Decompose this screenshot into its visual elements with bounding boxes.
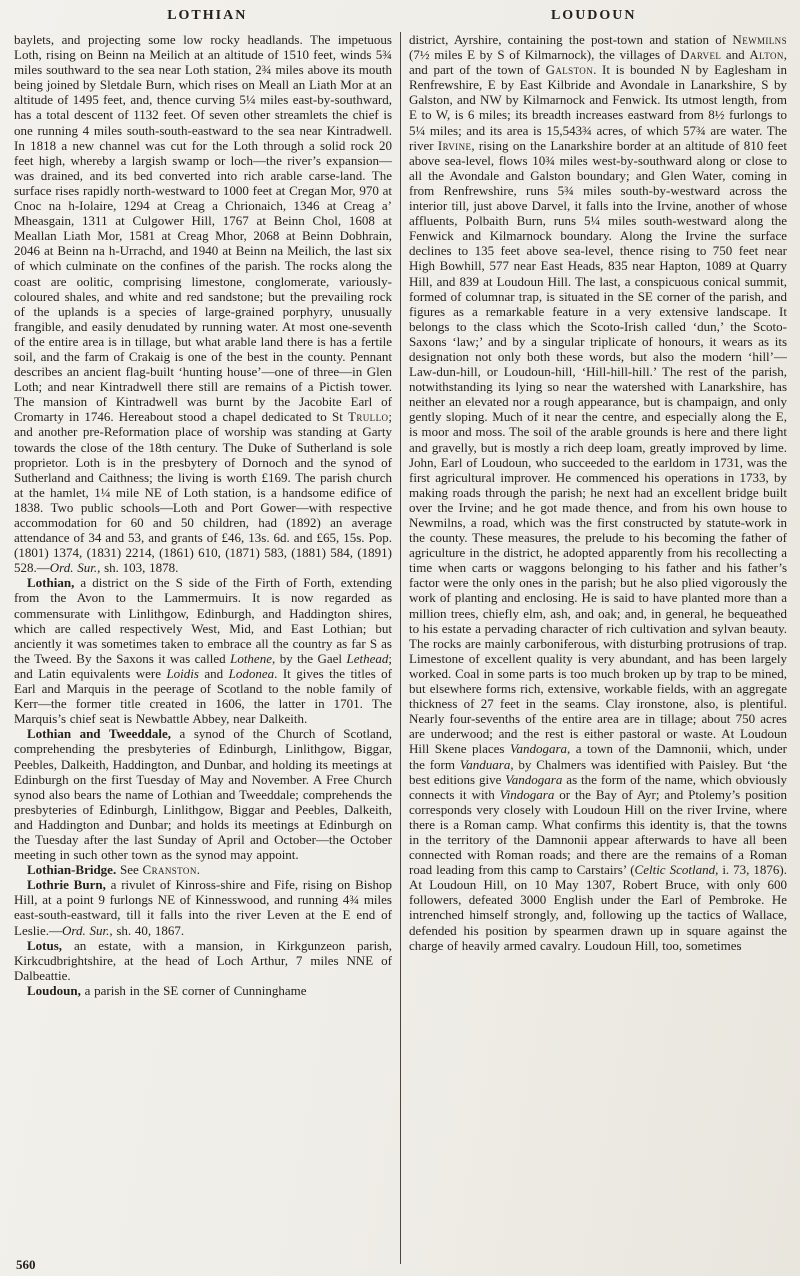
text-run: Vanduara xyxy=(459,756,511,772)
entry-paragraph xyxy=(14,32,392,575)
text-run: Cranston xyxy=(142,862,197,878)
text-run: See xyxy=(116,862,143,878)
text-run: Lethead xyxy=(346,650,389,666)
text-run: and xyxy=(198,665,229,681)
text-run: , by the Gael xyxy=(271,650,347,666)
entry-paragraph xyxy=(14,877,392,937)
page-number: 560 xyxy=(16,1257,36,1272)
text-run: . It gives the titles of Earl and Marquis in the peerage of Scotland to the noble family of Kerr—the former title created in 1606, the latter in 1701. The Marquis’s chief seat is Newbattle Abbey, near Dalkeith. xyxy=(14,665,392,727)
text-run: Newmilns xyxy=(732,32,787,47)
text-run: . xyxy=(196,862,200,878)
text-run: , sh. 40, 1867. xyxy=(109,922,185,938)
text-run: . It is bounded N by Eaglesham in Renfrewshire, E by East Kilbride and Avondale in Lanarkshire, S by Galston, and NW by Kilmarnock and Fenwick. Its utmost length, from E to W, is 6 miles; its breadth increases eastward from 8½ furlongs to 5¼ miles; and its area is 15,543¾ acres, of which 57¾ are water. The river xyxy=(409,62,787,153)
text-run: Galston xyxy=(545,62,594,78)
text-run: Darvel xyxy=(680,47,722,63)
text-run: Lothene xyxy=(230,650,272,666)
text-run: a district on the S side of the Firth of Forth, extending from the Avon to the Lammermuirs. It is now regarded as commensurate with Linlithgow, Edinburgh, and Haddington shires, which are called respectively West, Mid, and East Lothian; but anciently it was sometimes taken to embrace all the country as far S as the Tweed. By the Saxons it was called xyxy=(14,575,392,666)
text-run: , a town of the Damnonii, which, under the form xyxy=(409,741,787,772)
text-run: baylets, and projecting some low rocky headlands. The impetuous Loth, rising on Beinn na Meilich at an altitude of 1510 feet, winds 5¾ miles southward to the sea near Loth station, 2¾ miles above its mouth being joined by Sletdale Burn, which rises on Meall an Liath Mor at an altitude of 1495 feet, and, thence curving 5¼ miles east-by-southward, has a total descent of 1132 feet. Of seven other streamlets the chief is one running 4 miles south-south-eastward to the sea near Kintradwell. In 1818 a new channel was cut for the Loth through a solid rock 20 feet high, whereby a largish swamp or loch—the river’s expansion—was drained, and its bed converted into rich arable carse-land. The surface rises rapidly north-westward to 1000 feet at Cregan Mor, 970 at Cnoc na h-Iolaire, 1294 at Creag a Chrionaich, 1346 at Creag a’ Mheasgain, 1311 at Culgower Hill, 1767 at Beinn Chol, 1608 at Meallan Liath Mor, 1581 at Creag Mhor, 2068 at Beinn Dobhrain, 2046 at Beinn na h-Urrachd, and 1940 at Beinn na Meilich, the last six of which culminate on the confines of the parish. The rocks along the coast are oolitic, comprising limestone, conglomerate, variously-coloured shales, and white and red sandstone; but the prevailing rock of the uplands is a species of large-grained porphyry, unusually frangible, and easily denudated by running water. At most one-seventh of the entire area is in tillage, but what arable land there is has a fertile soil, and the farm of Crakaig is one of the best in the county. Pennant describes an ancient flag-built ‘hunting house’—one of three—in Glen Loth; and near Kintradwell there still are remains of a Pictish tower. The mansion of Kintradwell was burnt by the Jacobite Earl of Cromarty in 1746. Hereabout stood a chapel dedicated to St xyxy=(14,32,392,425)
text-run: Ord. Sur. xyxy=(62,922,110,938)
text-run: , sh. 103, 1878. xyxy=(97,560,179,576)
text-run: a parish in the SE corner of Cunninghame xyxy=(80,982,307,998)
text-run: Loidis xyxy=(166,665,199,681)
text-run: district, Ayrshire, containing the post-town and station of xyxy=(409,32,733,47)
text-run: Vandogara xyxy=(505,771,563,787)
text-run: , rising on the Lanarkshire border at an altitude of 810 feet above sea-level, flows 10¾ miles west-by-southward along or close to all the Avondale and Galston boundary; and Glen Water, coming in from Renfrewshire, runs 5¾ miles south-by-westward across the interior till, just above Darvel, it falls into the Irvine, another of whose affluents, Polbaith Burn, runs 5¼ miles south-westward along the Fenwick and Kilmarnock boundary. Along the Irvine the surface declines to 135 feet above sea-level, thence rising to 750 feet near High Bowhill, 577 near East Heads, 835 near Hapton, 1089 at Quarry Hill, and 839 at Loudoun Hill. The last, a conspicuous conical summit, formed of columnar trap, is situated in the SE corner of the parish, and figures as a remarkable feature in a very extensive landscape. It belongs to the class which the Scoto-Irish called ‘dun,’ the Scoto-Saxons ‘law;’ and by a singular triplicate of honours, it wears as its designation not only both these words, but also the modern ‘hill’—Law-dun-hill, or Loudoun-hill, ‘Hill-hill-hill.’ The rest of the parish, notwithstanding its lying so near the watershed with Lanarkshire, has neither an elevated nor a rough appearance, but is champaign, and only gently sloping. Much of it near the centre, and especially along the E, is moor and moss. The soil of the arable grounds is here and there light and gravelly, but is mostly a rich deep loam, greatly improved by lime. John, Earl of Loudoun, who succeeded to the earldom in 1731, was the first agricultural improver. He commenced his operations in 1733, by making roads through the parish; he next had an excellent bridge built over the Irvine; and he got made thence, and from his own house to Newmilns, a road, which was the first constructed by statute-work in the county. These measures, the prelude to his becoming the father of agriculture in the district, he adopted apparently from his recollecting a time when carts or waggons belonging to his father and his father’s factor were the only ones in the parish; but he also plied vigorously the work of planting and enclosing. He is said to have planted more than a million trees, chiefly elm, ash, and oak; and, in general, he bequeathed to his estate a pervading character of rich cultivation and sylvan beauty. The rocks are mainly carboniferous, with disturbing protrusions of trap. Limestone of excellent quality is very abundant, and has been largely worked. Coal in some parts is too much broken up by trap to be mined, but elsewhere forms rich, extensive, workable fields, with an aggregate thickness of 27 feet in the seams. Clay ironstone, also, is plentiful. Nearly four-sevenths of the entire area are in tillage; about 750 acres are underwood; and the rest is either pastoral or waste. At Loudoun Hill Skene places xyxy=(409,137,787,757)
entry-headword: Lothian-Bridge. xyxy=(27,862,117,878)
text-run: Vindogara xyxy=(499,786,555,802)
entry-headword: Lothrie Burn, xyxy=(27,877,106,893)
text-run: Celtic Scotland xyxy=(634,862,716,878)
text-run: , and part of the town of xyxy=(409,47,787,78)
entry-paragraph xyxy=(409,32,787,953)
entry-headword: Loudoun, xyxy=(27,982,81,998)
entry-paragraph xyxy=(14,862,392,877)
text-run: and xyxy=(721,47,750,63)
text-run: a synod of the Church of Scotland, comprehending the presbyteries of Edinburgh, Linlithgow, Biggar, Peebles, Dalkeith, Haddington, and Dunbar, and holding its meetings at Edinburgh on the first Tuesday of May and November. A Free Church synod also bears the name of Lothian and Tweeddale; comprehends the presbyteries of Edinburgh, Linlithgow, Biggar and Peebles, Dalkeith, and Haddington and Dunbar; and holds its meetings at Edinburgh on the Tuesday after the last Sunday of April and October—the October meeting in such other town as the synod may appoint. xyxy=(14,726,392,863)
text-run: an estate, with a mansion, in Kirkgunzeon parish, Kirkcudbrightshire, at the head of Loch Arthur, 7 miles NNE of Dalbeattie. xyxy=(14,937,392,983)
right-running-head: LOUDOUN xyxy=(550,8,637,23)
text-run: , by Chalmers was identified with Paisley. But ‘the best editions give xyxy=(409,756,787,787)
column-divider xyxy=(400,32,401,1264)
entry-headword: Lothian and Tweeddale, xyxy=(27,726,172,742)
entry-headword: Lotus, xyxy=(27,937,63,953)
text-run: , i. 73, 1876). At Loudoun Hill, on 10 May 1307, Robert Bruce, with only 600 followers, defeated 3000 English under the Earl of Pembroke. He intrenched himself strongly, and, following up the tactics of Wallace, defended his position by spearmen drawn up in square against the charge of heavily armed cavalry. Loudoun Hill, too, sometimes xyxy=(409,862,787,953)
text-columns xyxy=(14,32,787,1264)
text-run: or the Bay of Ayr; and Ptolemy’s position corresponds very closely with Loudoun Hill on the river Irvine, where there is a Roman camp. What confirms this identity is, that the towns in the territory of the Damnonii appear afterwards to have all been connected with Roman roads; and there are the remains of a Roman road leading from this camp to Carstairs’ ( xyxy=(409,786,787,878)
entry-paragraph xyxy=(14,938,392,983)
text-run: Irvine xyxy=(437,137,472,153)
text-run: Lodonea xyxy=(228,665,275,681)
left-running-head: LOTHIAN xyxy=(167,8,248,23)
left-column xyxy=(14,32,392,1264)
text-run: ; and Latin equivalents were xyxy=(14,650,392,681)
text-run: (7½ miles E by S of Kilmarnock), the villages of xyxy=(409,47,681,63)
entry-paragraph xyxy=(14,575,392,726)
text-run: Vandogara xyxy=(509,741,567,757)
entry-headword: Lothian, xyxy=(27,575,75,591)
entry-paragraph xyxy=(14,726,392,862)
text-run: Trullo xyxy=(348,409,389,425)
text-run: as the form of the name, which obviously connects it with xyxy=(409,771,787,802)
text-run: Alton xyxy=(749,47,784,63)
right-column xyxy=(409,32,787,1264)
text-run: a rivulet of Kinross-shire and Fife, rising on Bishop Hill, at a point 9 furlongs NE of Kinnesswood, and running 4¾ miles east-south-eastward, till it falls into the river Leven at the E end of Leslie.— xyxy=(14,877,392,938)
running-heads xyxy=(14,8,787,24)
text-run: ; and another pre-Reformation place of worship was standing at Garty towards the close of the 18th century. The Duke of Sutherland is sole proprietor. Loth is in the presbytery of Dornoch and the synod of Sutherland and Caithness; the living is worth £169. The parish church at the hamlet, 1¼ mile NE of Loth station, is a handsome edifice of 1838. Two public schools—Loth and Port Gower—with respective accommodation for 60 and 50 children, had (1892) an average attendance of 34 and 53, and grants of £46, 13s. 6d. and £65, 15s. Pop. (1801) 1374, (1831) 2214, (1861) 610, (1871) 583, (1881) 584, (1891) 528.— xyxy=(14,409,392,576)
entry-paragraph xyxy=(14,983,392,998)
text-run: Ord. Sur. xyxy=(49,560,98,576)
